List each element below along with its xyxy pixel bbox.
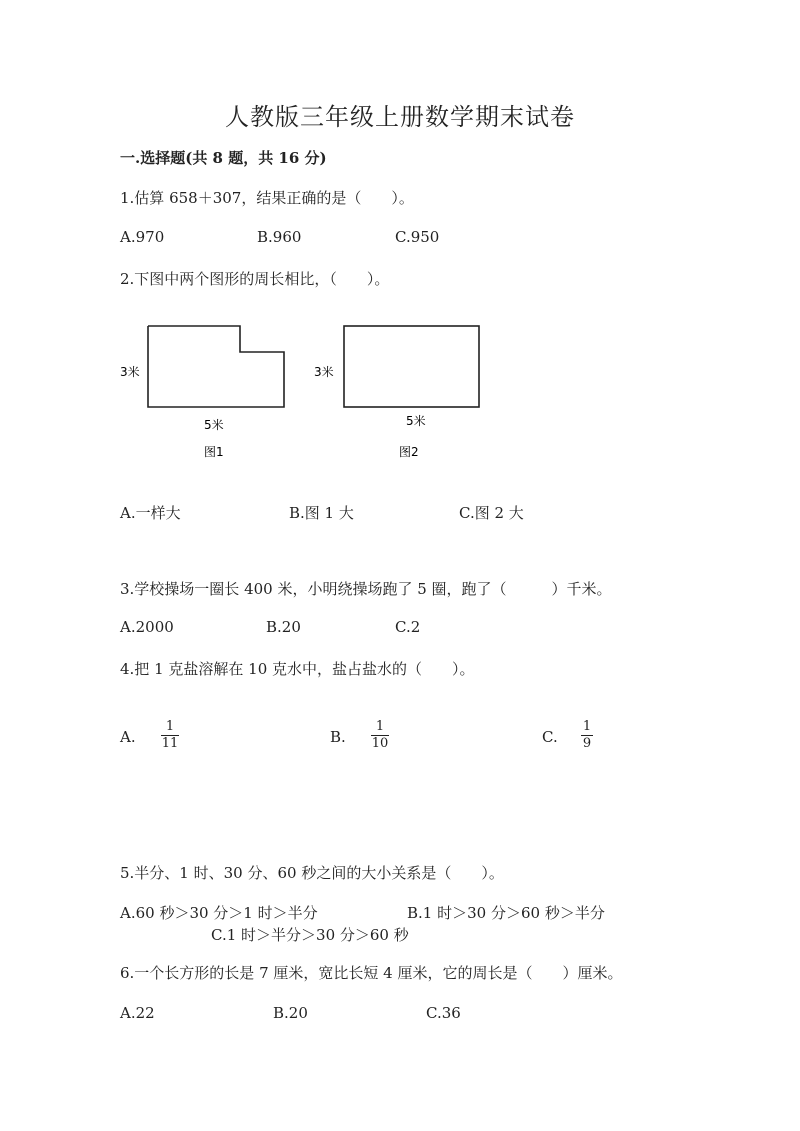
question-2-option-a[interactable]: A.一样大 — [120, 504, 181, 522]
fraction-b-denominator: 10 — [371, 736, 389, 751]
fraction-c-numerator: 1 — [582, 719, 592, 734]
section-heading: 一.选择题(共 8 题，共 16 分) — [120, 149, 327, 167]
question-1-option-a[interactable]: A.970 — [120, 228, 165, 246]
question-3-option-b[interactable]: B.20 — [266, 618, 301, 636]
fraction-b-numerator: 1 — [375, 719, 385, 734]
question-5-option-a[interactable]: A.60 秒＞30 分＞1 时＞半分 — [120, 904, 318, 922]
question-3-option-c[interactable]: C.2 — [395, 618, 421, 636]
question-4-option-b-label[interactable]: B. — [330, 728, 346, 746]
fraction-a-numerator: 1 — [165, 719, 175, 734]
question-2-option-c[interactable]: C.图 2 大 — [459, 504, 524, 522]
question-4-option-a-fraction[interactable] — [160, 719, 180, 752]
question-3-option-a[interactable]: A.2000 — [120, 618, 174, 636]
question-6-option-b[interactable]: B.20 — [273, 1004, 308, 1022]
figure-2-bottom-label: 5米 — [406, 414, 426, 428]
question-5-option-b[interactable]: B.1 时＞30 分＞60 秒＞半分 — [407, 904, 605, 922]
figure-1-shape — [148, 326, 284, 407]
fraction-a-denominator: 11 — [161, 736, 179, 751]
question-4-option-c-fraction[interactable] — [580, 719, 594, 752]
question-3-text: 3.学校操场一圈长 400 米，小明绕操场跑了 5 圈，跑了（ ）千米。 — [120, 580, 612, 598]
question-1-text: 1.估算 658＋307，结果正确的是（ ）。 — [120, 189, 414, 207]
figure-1-side-label: 3米 — [120, 365, 140, 379]
question-6-option-a[interactable]: A.22 — [120, 1004, 155, 1022]
question-6-option-c[interactable]: C.36 — [426, 1004, 461, 1022]
question-5-option-c[interactable]: C.1 时＞半分＞30 分＞60 秒 — [211, 926, 409, 944]
figure-1-bottom-label: 5米 — [204, 418, 224, 432]
question-1-option-b[interactable]: B.960 — [257, 228, 302, 246]
figure-2-shape — [344, 326, 479, 407]
question-2-option-b[interactable]: B.图 1 大 — [289, 504, 354, 522]
question-4-option-c-label[interactable]: C. — [542, 728, 558, 746]
figure-2-side-label: 3米 — [314, 365, 334, 379]
question-5-text: 5.半分、1 时、30 分、60 秒之间的大小关系是（ ）。 — [120, 864, 504, 882]
perimeter-figures — [110, 315, 500, 465]
figure-2-caption: 图2 — [399, 445, 419, 459]
page-title: 人教版三年级上册数学期末试卷 — [225, 103, 575, 131]
figure-1-caption: 图1 — [204, 445, 224, 459]
question-4-option-b-fraction[interactable] — [370, 719, 390, 752]
question-4-option-a-label[interactable]: A. — [120, 728, 136, 746]
fraction-c-denominator: 9 — [582, 736, 592, 751]
question-2-text: 2.下图中两个图形的周长相比，（ ）。 — [120, 270, 390, 288]
question-4-text: 4.把 1 克盐溶解在 10 克水中，盐占盐水的（ ）。 — [120, 660, 475, 678]
question-1-option-c[interactable]: C.950 — [395, 228, 440, 246]
question-6-text: 6.一个长方形的长是 7 厘米，宽比长短 4 厘米，它的周长是（ ）厘米。 — [120, 964, 623, 982]
